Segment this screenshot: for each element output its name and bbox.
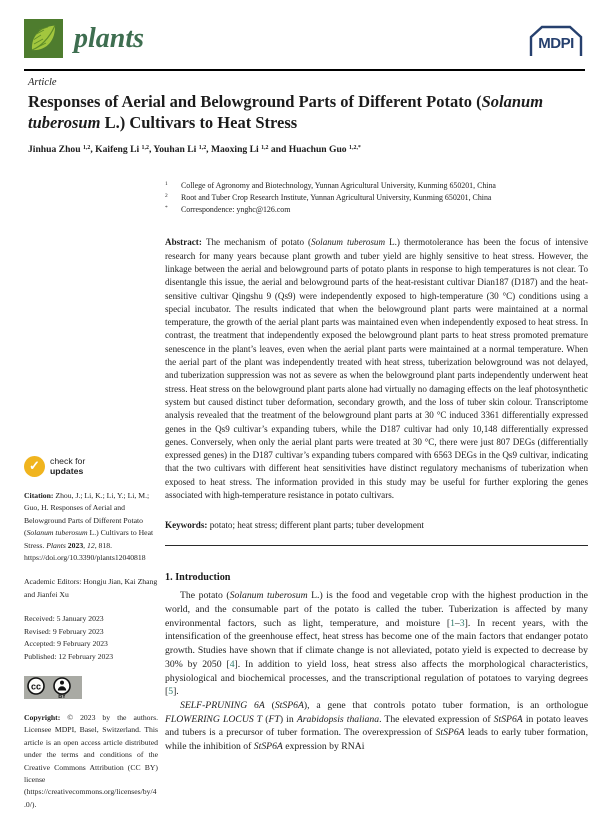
text-run: The mechanism of potato ( [205, 237, 312, 248]
citation-ref[interactable]: 1 [450, 617, 455, 629]
correspondence-row [165, 204, 588, 216]
text-run: StSP6A [493, 713, 523, 725]
title-block [28, 77, 584, 155]
text-run: ]. In recent years, with the intensification of the greenhouse effect, heat stress has become one of the main factors that endanger potato growth. Studies have shown that if climate change is not alleviated, potato yield is expected to decrease by 30% by 2050 [ [165, 617, 588, 670]
text-run: ). [31, 799, 37, 809]
article-title [28, 91, 576, 133]
text-run: L.) Cultivars to Heat Stress. [24, 528, 154, 550]
main-column [165, 180, 588, 754]
text-run: Jinhua Zhou [28, 144, 83, 155]
keywords-divider [165, 545, 588, 546]
text-run: Root and Tuber Crop Research Institute, Yunnan Agricultural University, Kunming 650201, China [181, 192, 492, 202]
svg-text:cc: cc [30, 681, 42, 692]
affiliation-marker: * [165, 204, 168, 211]
cc-by-license-badge[interactable] [24, 676, 158, 703]
text-run: . The elevated expression of [379, 713, 494, 725]
text-run: Citation: [24, 491, 56, 500]
text-run: in potato leaves and tubers is a precursor of tuber formation. The overexpression of [165, 713, 589, 739]
text-run: 1,2 [261, 145, 269, 152]
text-run: Correspondence: [181, 204, 237, 214]
text-run: FT [268, 713, 280, 725]
affiliation-marker: 1 [165, 181, 168, 187]
mdpi-badge-icon [526, 23, 586, 61]
text-run: Solanum tuberosum [26, 528, 88, 538]
text-run: Keywords: [165, 520, 210, 531]
accepted-date: Accepted: 9 February 2023 [24, 639, 108, 649]
text-run: StSP6A [435, 727, 465, 739]
text-run: Plants [46, 540, 68, 550]
article-meta-sidebar [24, 456, 158, 823]
text-run: 12 [87, 540, 95, 550]
intro-paragraph-2 [165, 699, 588, 754]
text-run: , Kaifeng Li [90, 144, 142, 155]
affiliation-marker: 2 [165, 192, 168, 199]
section-heading-introduction: 1. Introduction [165, 572, 231, 584]
check-for-updates-button[interactable] [24, 456, 158, 477]
person-icon [54, 678, 70, 694]
journal-name: plants [74, 22, 145, 54]
text-run: FLOWERING LOCUS T [165, 713, 263, 725]
text-run: ( [264, 699, 275, 711]
text-run: ( [262, 713, 269, 725]
mdpi-logo[interactable] [526, 23, 586, 61]
revised-date: Revised: 9 February 2023 [24, 626, 104, 636]
text-run: , 818. [94, 540, 112, 550]
text-run: Arabidopsis thaliana [296, 713, 380, 725]
affiliation-row [165, 192, 588, 204]
doi-link[interactable]: https://doi.org/10.3390/plants12040818 [24, 553, 146, 563]
text-run: ), a gene that controls potato tuber formation, is an orthologue [303, 699, 588, 711]
history-dates [24, 613, 158, 663]
affiliation-row [165, 180, 588, 192]
text-run: L.) is the food and vegetable crop with the highest production in the world, and the consumable part of the potato is called the tuber. Tuberization is affected by many environmental factors, such as light, temperature, and moisture [ [165, 590, 588, 629]
article-type-label: Article [28, 77, 57, 88]
citation-ref[interactable]: 4 [229, 658, 235, 670]
plants-journal-logo[interactable] [24, 19, 63, 58]
text-run: 1,2 [82, 145, 91, 152]
text-run: Zhou, J.; Li, K.; Li, Y.; Li, M.; Guo, H. Responses of Aerial and Belowground Parts of Different Potato ( [24, 491, 150, 538]
correspondence-text [181, 204, 588, 216]
affiliation-text [181, 180, 588, 192]
text-run: Solanum tuberosum [311, 237, 386, 248]
check-icon: ✓ [24, 456, 45, 477]
text-run: StSP6A [253, 741, 283, 753]
text-run: potato; heat stress; different plant parts; tuber development [209, 520, 424, 531]
correspondence-email[interactable]: ynghc@126.com [236, 204, 291, 214]
text-run: The potato ( [180, 590, 230, 602]
text-run: Abstract: [165, 237, 206, 248]
published-date: Published: 12 February 2023 [24, 652, 114, 662]
text-run: , Youhan Li [148, 144, 199, 155]
text-run: ]. In addition to yield loss, heat stress also affects the morphological characteristics, physiological and biochemical processes, and the transcriptional regulation of potatoes to varying degrees [ [165, 658, 588, 698]
text-run: Responses of Aerial and Belowground Parts of Different Potato ( [28, 92, 482, 111]
cc-by-icon [24, 676, 82, 699]
text-run: L.) Cultivars to Heat Stress [100, 113, 298, 132]
text-run: , [83, 540, 88, 550]
text-run: 1,2,* [349, 145, 361, 152]
abstract-paragraph [165, 236, 588, 502]
citation-ref[interactable]: 3 [459, 617, 465, 629]
text-run: , Maoxing Li [206, 144, 262, 155]
text-run: StSP6A [274, 699, 304, 711]
header-divider [24, 69, 585, 71]
text-run: Copyright: [24, 713, 68, 723]
text-run: 1,2 [198, 145, 207, 152]
author-list [28, 144, 584, 155]
text-run: expression by RNAi [282, 741, 365, 753]
svg-text:MDPI: MDPI [538, 35, 574, 52]
intro-paragraph-1 [165, 589, 588, 699]
text-run: SELF-PRUNING 6A [180, 699, 265, 711]
text-run: Solanum tuberosum [28, 92, 544, 132]
check-for-updates-label [50, 457, 85, 476]
citation-ref[interactable]: 5 [168, 686, 174, 698]
text-run: ]. [173, 686, 179, 698]
check-for-updates-line1: check for [50, 455, 86, 466]
text-run: 1,2 [141, 145, 149, 152]
journal-logo-group [24, 19, 144, 58]
text-run: leads to early tuber formation, while the inhibition of [165, 727, 588, 753]
check-for-updates-line2: updates [50, 465, 84, 476]
text-run: L.) thermotolerance has been the focus of intensive research for many years because plant growth and tuber yield are highly sensitive to heat stress. However, the linkage between the aerial and belowground parts of potato plants in response to high temperatures is not clear. To disentangle this issue, the aerial and belowground parts of the heat-resistant cultivar Dian187 (D187) and the heat-sensitive cultivar Qingshu 9 (Qs9) were independently exposed to high-temperature (30 °C) conditions using a special incubator. The results indicated that when the belowground plant parts were maintained at a normal temperature, the growth of the aerial plant parts was maintained even when independently exposed to heat stress. In contrast, the treatment that independently exposed the belowground plant parts to heat stress promoted premature senescence in the plant’s leaves, even when the aerial plant parts were maintained at a normal temperature. When the aerial part of the plant was independently treated with heat stress, tuberization belowground was not delayed, and tuberization suppression was not as severe as when the belowground plant parts independently underwent heat stress. Heat stress on the belowground plant parts alone had virtually no damaging effects on the leaf photosynthetic system but caused distinct tuber deformation, secondary growth, and the loss of tuber skin colour. Transcriptome analysis revealed that the treatment of the belowground plant parts at 30 °C induced 3361 differentially expressed genes in the Qs9 cultivar’s expanding tubers, while the D187 cultivar had only 10,148 differentially expressed genes. Conversely, when only the aerial plant parts were treated at 30 °C, there were just 807 DEGs (differentially expressed genes) in the D187 cultivar’s expanding tubers compared with 6563 DEGs in the Qs9 cultivar, indicating that the two cultivars with different heat sensitivities have distinct regulatory mechanisms of tuberization when exposed to heat stress. The information provided in this study may be useful for further exploring the genes associated with high-temperature resistance in potato cultivars. [165, 237, 588, 501]
citation-block [24, 490, 158, 564]
keywords-line [165, 520, 588, 530]
copyright-notice [24, 712, 158, 811]
license-link[interactable]: https://creativecommons.org/licenses/by/4.0/ [24, 787, 157, 809]
text-run: College of Agronomy and Biotechnology, Yunnan Agricultural University, Kunming 650201, China [181, 181, 496, 190]
leaf-icon [24, 19, 63, 58]
text-run: 2023 [67, 540, 84, 550]
text-run: © 2023 by the authors. Licensee MDPI, Basel, Switzerland. This article is an open access article distributed under the terms and conditions of the Creative Commons Attribution (CC BY) license ( [24, 713, 158, 797]
text-run: Solanum tuberosum [229, 590, 308, 602]
text-run: and Huachun Guo [268, 144, 350, 155]
svg-text:BY: BY [58, 693, 66, 699]
affiliation-text [181, 192, 588, 204]
academic-editors: Academic Editors: Hongju Jian, Kai Zhang and Jianfei Xu [24, 577, 158, 599]
text-run: ) in [279, 713, 297, 725]
text-run: – [454, 617, 460, 629]
received-date: Received: 5 January 2023 [24, 614, 104, 624]
